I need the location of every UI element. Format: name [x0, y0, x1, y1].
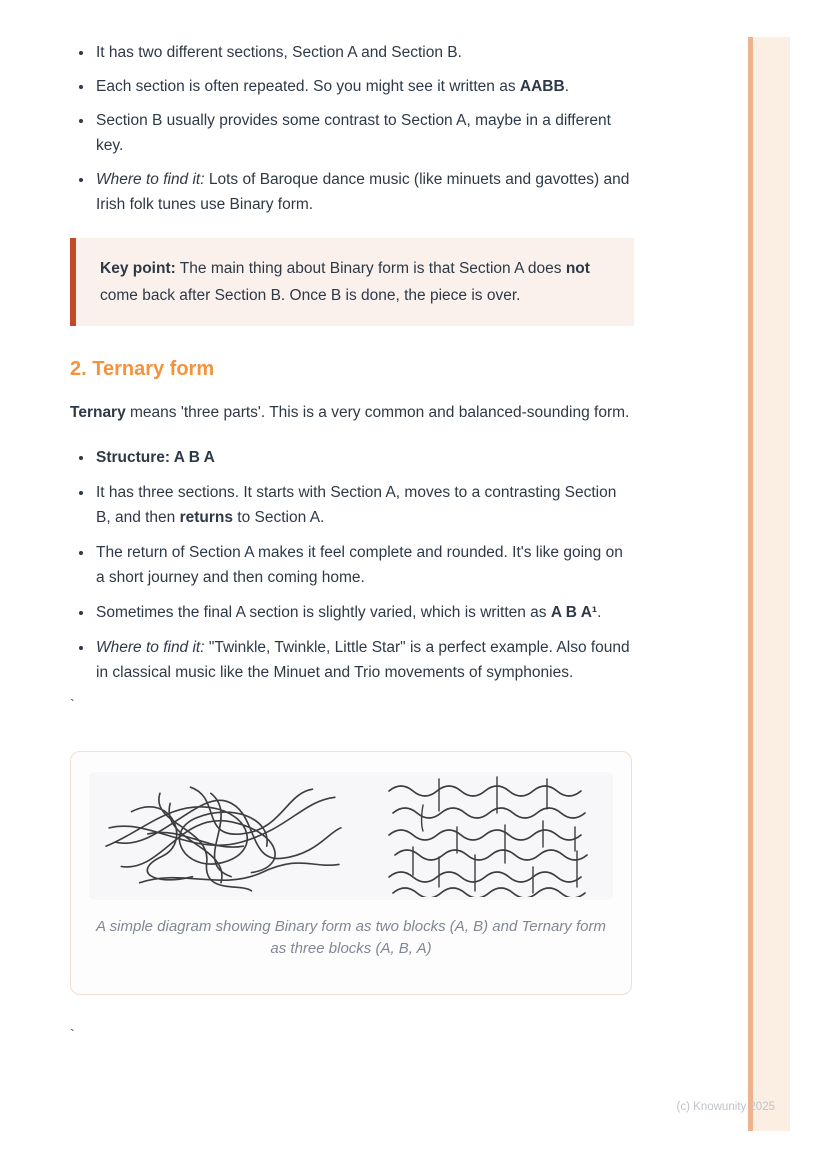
key-point-text: Key point: The main thing about Binary form is that Section A does not come back after Section B. Once B is done, the piece is over. — [100, 260, 590, 304]
list-item: • Each section is often repeated. So you might see it written as AABB. — [94, 74, 634, 99]
section-heading-ternary: 2. Ternary form — [70, 358, 215, 380]
figure-drawing-panel — [89, 772, 613, 900]
figure-card — [70, 751, 632, 995]
ternary-intro-paragraph: Ternary means 'three parts'. This is a very common and balanced-sounding form. — [70, 404, 630, 421]
list-item: • The return of Section A makes it feel complete and rounded. It's like going on a short journey and then coming home. — [94, 540, 634, 590]
figure-caption: A simple diagram showing Binary form as two blocks (A, B) and Ternary form as three blocks (A, B, A) — [96, 918, 606, 957]
list-item: • Where to find it: "Twinkle, Twinkle, Little Star" is a perfect example. Also found in classical music like the Minuet and Trio movements of symphonies. — [94, 635, 634, 685]
stray-backtick-2: ` — [70, 1026, 75, 1042]
page-content — [70, 40, 634, 1043]
stray-backtick-1: ` — [70, 696, 75, 712]
binary-scribble-sketch — [97, 775, 349, 897]
list-item: • It has two different sections, Section A and Section B. — [94, 40, 634, 65]
binary-form-bullet-list — [70, 40, 634, 217]
list-item: • It has three sections. It starts with Section A, moves to a contrasting Section B, and then returns to Section A. — [94, 480, 634, 530]
list-item: • Section B usually provides some contrast to Section A, maybe in a different key. — [94, 108, 634, 158]
list-item: • Where to find it: Lots of Baroque dance music (like minuets and gavottes) and Irish folk tunes use Binary form. — [94, 167, 634, 217]
ternary-form-bullet-list — [70, 445, 634, 685]
ternary-waves-sketch — [381, 775, 605, 897]
list-item: • Sometimes the final A section is slightly varied, which is written as A B A¹. — [94, 600, 634, 625]
list-item: • Structure: A B A — [94, 445, 634, 470]
page-edge-stripe — [748, 37, 790, 1131]
copyright-notice: (c) Knowunity 2025 — [676, 1101, 775, 1113]
key-point-callout — [70, 238, 634, 326]
